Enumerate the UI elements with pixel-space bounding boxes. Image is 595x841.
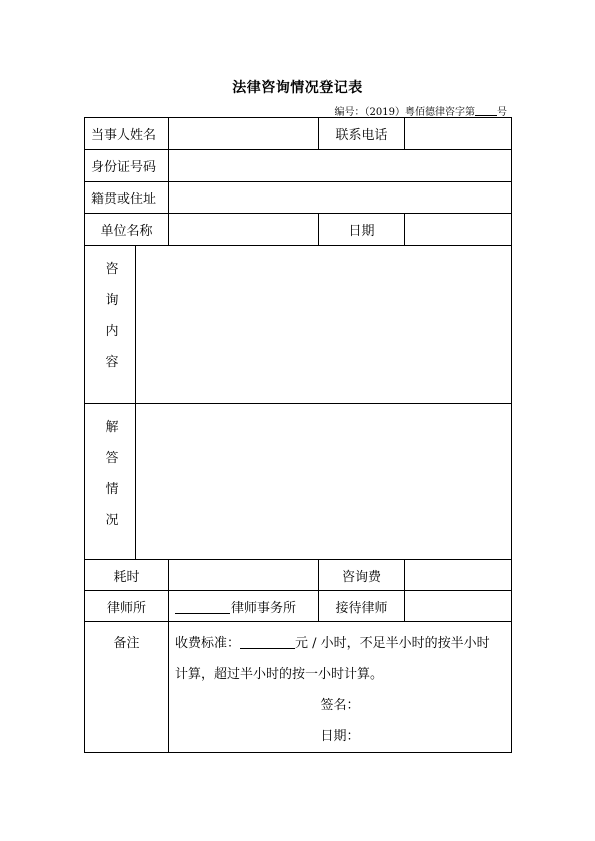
consult-fee-label: 咨询费: [319, 560, 405, 591]
table-row: [85, 182, 512, 214]
consult-content-label: [85, 246, 136, 403]
table-row: [85, 150, 512, 182]
law-firm-label: 律师所: [85, 591, 169, 622]
time-spent-field[interactable]: [169, 560, 319, 591]
id-number-label: 身份证号码: [85, 150, 169, 182]
fee-standard-suffix: 元 / 小时，不足半小时的按半小时: [295, 636, 490, 651]
answer-status-section: [85, 404, 512, 560]
table-row: [85, 214, 512, 246]
address-label: 籍贯或住址: [85, 182, 169, 214]
time-spent-label: 耗时: [85, 560, 169, 591]
table-row: [85, 622, 512, 753]
id-number-field[interactable]: [169, 150, 512, 182]
reception-lawyer-field[interactable]: [405, 591, 512, 622]
consult-content-char: 容: [105, 355, 119, 370]
table-row: [85, 591, 512, 622]
table-row: [85, 404, 512, 560]
registration-table: [84, 117, 512, 753]
fee-rate-blank[interactable]: [240, 636, 295, 649]
date-label: 日期: [319, 214, 405, 246]
reception-lawyer-label: 接待律师: [319, 591, 405, 622]
address-field[interactable]: [169, 182, 512, 214]
remarks-field[interactable]: [169, 622, 512, 753]
date-field[interactable]: [405, 214, 512, 246]
contact-phone-label: 联系电话: [319, 118, 405, 150]
document-number-prefix: 编号：（2019）粤佰德律咨字第: [334, 107, 475, 118]
answer-status-char: 情: [105, 482, 119, 497]
answer-status-char: 况: [105, 513, 119, 528]
answer-status-char: 解: [105, 420, 119, 435]
consult-content-char: 咨: [105, 262, 119, 277]
contact-phone-field[interactable]: [405, 118, 512, 150]
document-number: [335, 103, 507, 118]
answer-status-char: 答: [105, 451, 119, 466]
unit-name-label: 单位名称: [85, 214, 169, 246]
form-title: 法律咨询情况登记表: [232, 80, 363, 96]
consult-content-char: 询: [105, 293, 119, 308]
document-number-suffix: 号: [497, 107, 507, 118]
fee-rule-line: 计算，超过半小时的按一小时计算。: [175, 667, 384, 682]
remarks-label: 备注: [85, 622, 169, 753]
table-row: [85, 560, 512, 591]
consult-content-section: [85, 246, 512, 404]
unit-name-field[interactable]: [169, 214, 319, 246]
law-firm-blank[interactable]: [175, 601, 230, 614]
fee-standard-line: [175, 628, 505, 659]
consult-content-field[interactable]: [136, 246, 511, 403]
party-name-field[interactable]: [169, 118, 319, 150]
answer-status-field[interactable]: [136, 404, 511, 559]
party-name-label: 当事人姓名: [85, 118, 169, 150]
document-number-blank[interactable]: [475, 105, 497, 116]
table-row: [85, 246, 512, 404]
law-firm-suffix: 律师事务所: [231, 600, 297, 616]
answer-status-label: [85, 404, 136, 559]
fee-standard-prefix: 收费标准：: [175, 636, 241, 651]
sign-date-label: 日期：: [320, 729, 360, 744]
consult-content-char: 内: [105, 324, 119, 339]
table-row: [85, 118, 512, 150]
signature-label: 签名：: [320, 698, 360, 713]
law-firm-field[interactable]: [169, 591, 319, 622]
consult-fee-field[interactable]: [405, 560, 512, 591]
